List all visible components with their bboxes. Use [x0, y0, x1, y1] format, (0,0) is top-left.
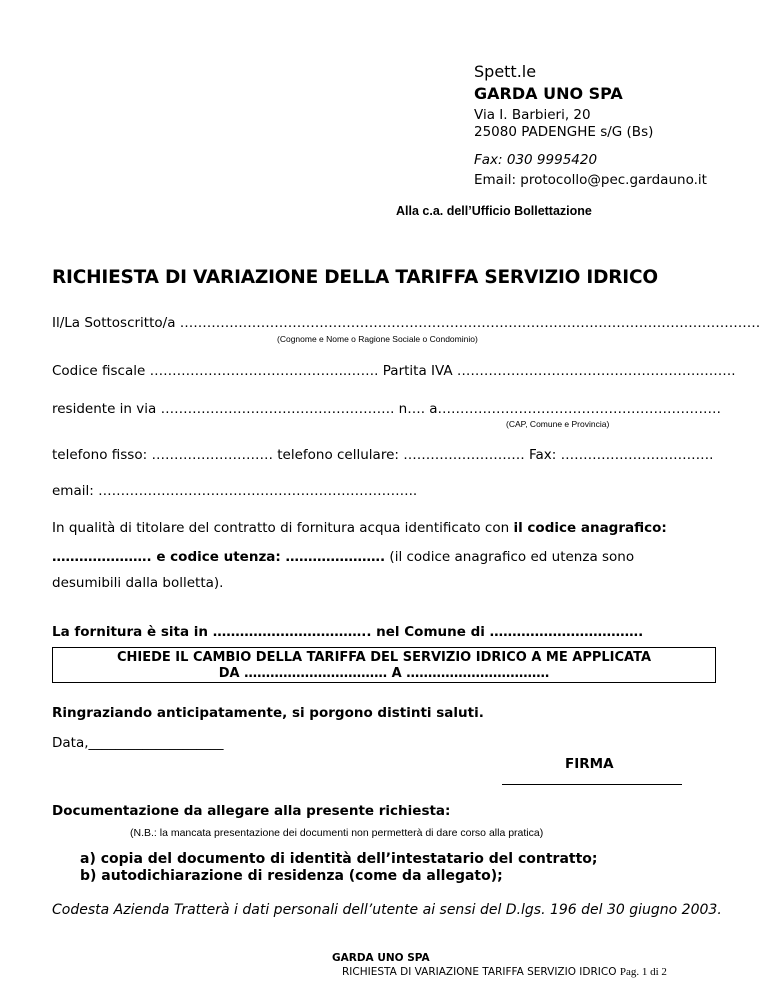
fiscal-field[interactable]: Codice fiscale ……………………………………..……. Partita IVA ……………………………………………….……. [52, 363, 736, 379]
supply-location-field[interactable]: La fornitura è sita in …………………………….. nel Comune di ……………………………. [52, 624, 644, 640]
documents-note: (N.B.: la mancata presentazione dei documenti non permetterà di dare corso alla pratica) [130, 827, 544, 839]
page-title: RICHIESTA DI VARIAZIONE DELLA TARIFFA SERVIZIO IDRICO [52, 267, 658, 288]
attention-line: Alla c.a. dell’Ufficio Bollettazione [396, 204, 592, 218]
contract-line-2[interactable] [52, 549, 634, 565]
contract-text-1: In qualità di titolare del contratto di fornitura acqua identificato con [52, 520, 514, 536]
documents-heading: Documentazione da allegare alla presente richiesta: [52, 803, 451, 819]
residence-note: (CAP, Comune e Provincia) [506, 419, 610, 429]
signature-line[interactable] [502, 784, 682, 785]
recipient-street: Via I. Barbieri, 20 [474, 107, 591, 123]
document-item-a: a) copia del documento di identità dell’intestatario del contratto; [80, 851, 598, 867]
request-line-2[interactable]: DA …………………………… A …………………………… [218, 666, 550, 681]
contract-code-label: il codice anagrafico: [513, 520, 667, 536]
salutation: Spett.le [474, 62, 537, 81]
recipient-company: GARDA UNO SPA [474, 84, 623, 103]
contract-text-2: (il codice anagrafico ed utenza sono [385, 549, 635, 565]
recipient-email: Email: protocollo@pec.gardauno.it [474, 172, 707, 188]
residence-field[interactable]: residente in via ……………………………………………. n…. a……………………………………………………… [52, 401, 722, 417]
privacy-notice: Codesta Azienda Tratterà i dati personali dell’utente ai sensi del D.lgs. 196 del 30 giugno 2003. [52, 902, 722, 918]
footer-company: GARDA UNO SPA [332, 952, 430, 964]
footer-title-text: RICHIESTA DI VARIAZIONE TARIFFA SERVIZIO IDRICO [342, 966, 617, 978]
signature-label: FIRMA [565, 756, 614, 772]
contract-line-1 [52, 520, 667, 536]
date-field[interactable]: Data,____________________ [52, 735, 224, 751]
document-item-b: b) autodichiarazione di residenza (come da allegato); [80, 868, 503, 884]
email-field[interactable]: email: …………………………………………………………….. [52, 483, 418, 499]
contract-line-3: desumibili dalla bolletta). [52, 575, 224, 591]
subscriber-note: (Cognome e Nome o Ragione Sociale o Condominio) [277, 334, 478, 344]
request-box [52, 647, 716, 683]
footer-page-number: Pag. 1 di 2 [619, 966, 667, 978]
subscriber-field[interactable]: Il/La Sottoscritto/a ………………………………………………………………………………………………………………… [52, 315, 761, 331]
request-line-1: CHIEDE IL CAMBIO DELLA TARIFFA DEL SERVIZIO IDRICO A ME APPLICATA [116, 650, 652, 665]
recipient-city: 25080 PADENGHE s/G (Bs) [474, 124, 654, 140]
contract-codes[interactable]: …………………. e codice utenza: …………………. [52, 549, 386, 565]
closing-text: Ringraziando anticipatamente, si porgono distinti saluti. [52, 705, 484, 721]
phone-fields[interactable]: telefono fisso: ……………………… telefono cellulare: ……………………… Fax: ……………………………. [52, 447, 714, 463]
recipient-fax: Fax: 030 9995420 [474, 152, 598, 168]
footer-doc-title [342, 966, 667, 978]
